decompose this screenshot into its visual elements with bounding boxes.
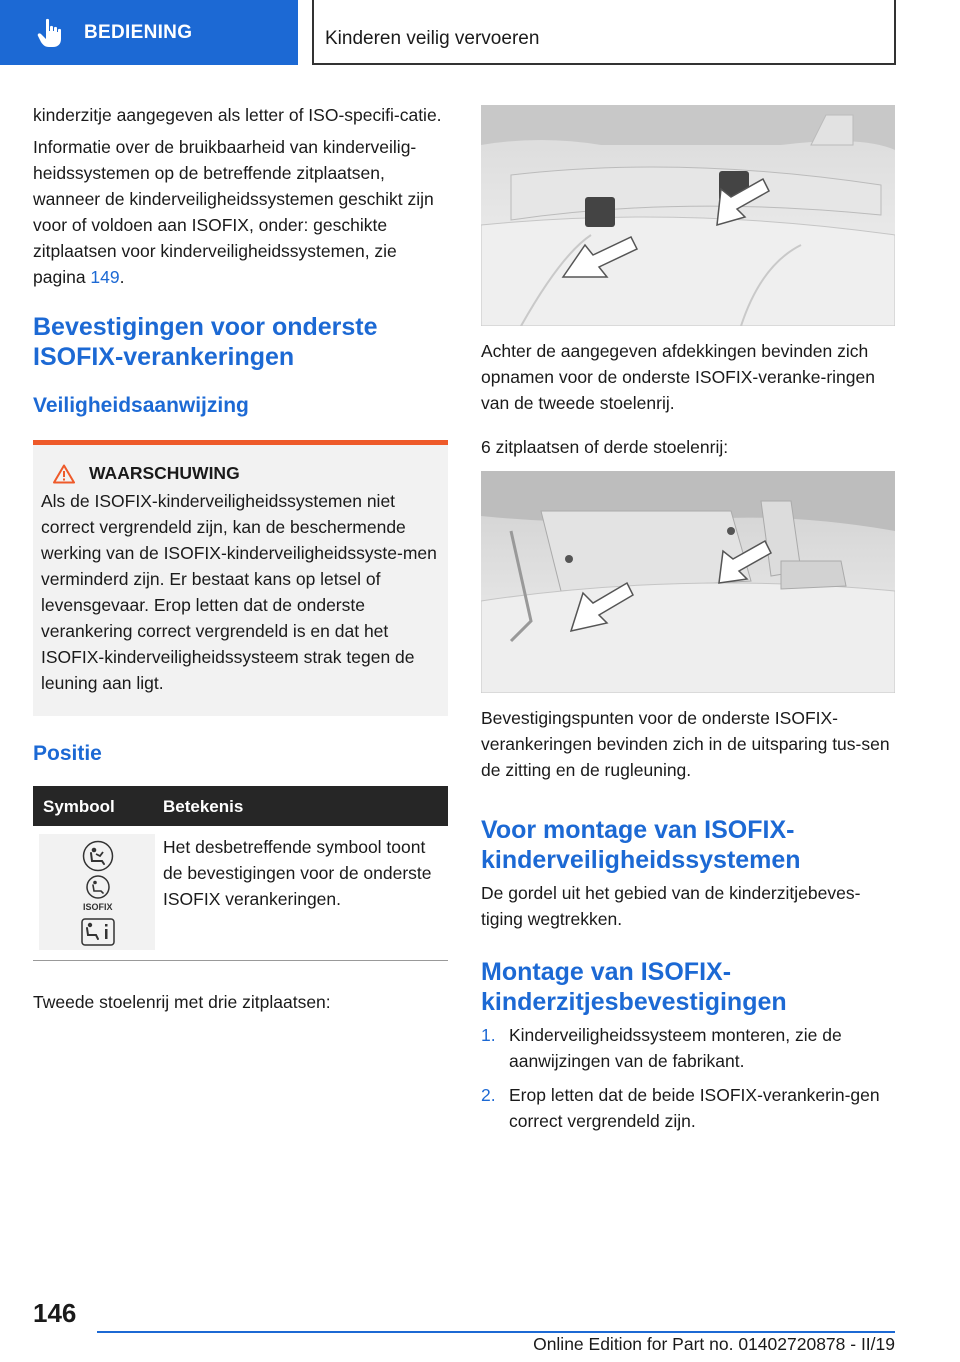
montage-steps (481, 1022, 896, 1142)
chapter-title: Kinderen veilig vervoeren (325, 28, 540, 49)
heading-bevestigingen: Bevestigingen voor onderste ISOFIX-verankeringen (33, 313, 378, 371)
column-header-symbol: Symbool (43, 797, 115, 816)
tweede-stoelenrij-text: Tweede stoelenrij met drie zitplaatsen: (33, 992, 331, 1012)
caption-third-row: Bevestigingspunten voor de onderste ISOFIX-verankeringen bevinden zich in de uitsparing tus-sen de zitting en de rugleuning. (481, 708, 890, 780)
symbol-table (33, 786, 448, 961)
warning-text: Als de ISOFIX-kinderveiligheidssystemen niet correct vergrendeld zijn, kan de beschermende werking van de ISOFIX-kinderveiligheidssyste-men verminderd zijn. Er bestaat kans op letsel of levensgevaar. Erop letten dat de onderste verankering correct vergrendeld is en dat het ISOFIX-kinderveiligheidssysteem strak tegen de leuning aan ligt. (41, 491, 437, 693)
hand-pointer-icon (30, 13, 70, 53)
symbol-cell (39, 834, 155, 950)
column-header-meaning: Betekenis (163, 797, 244, 816)
heading-positie: Positie (33, 742, 102, 765)
step-number: 1. (481, 1025, 496, 1045)
page-number: 146 (33, 1298, 77, 1328)
seat-photo-third-row (481, 471, 895, 693)
section-label: BEDIENING (84, 21, 193, 43)
heading-voor-montage: Voor montage van ISOFIX-kinderveiligheidssystemen (481, 816, 801, 874)
edition-text: Online Edition for Part no. 01402720878 - II/19 (533, 1334, 895, 1354)
table-row (33, 826, 448, 961)
heading-montage: Montage van ISOFIX-kinderzitjesbevestigingen (481, 958, 787, 1016)
warning-triangle-icon (53, 464, 75, 484)
step-number: 2. (481, 1085, 496, 1105)
step-text: Erop letten dat de beide ISOFIX-verankerin-gen correct vergrendeld zijn. (509, 1085, 880, 1131)
warning-title: WAARSCHUWING (89, 463, 240, 483)
child-seat-icon (82, 840, 114, 872)
gordel-text: De gordel uit het gebied van de kinderzitjebeves-tiging wegtrekken. (481, 883, 861, 929)
symbol-meaning: Het desbetreffende symbool toont de bevestigingen voor de onderste ISOFIX verankeringen. (163, 837, 432, 909)
intro-paragraph-2 (33, 134, 448, 290)
child-seat-info-icon (81, 918, 115, 946)
warning-header (41, 463, 438, 484)
left-column (33, 100, 448, 1015)
step-item (481, 1022, 896, 1074)
section-tab[interactable] (0, 0, 298, 65)
intro-paragraph-2-text: Informatie over de bruikbaarheid van kinderveilig-heidssystemen op de betreffende zitplaatsen, wanneer de kinderveiligheidssystemen geschikt zijn voor of voldoen aan ISOFIX, onder: geschikte zitplaatsen voor kinderveiligheidssystemen, zie pagina (33, 137, 434, 287)
caption-second-row: Achter de aangegeven afdekkingen bevinden zich opnamen voor de onderste ISOFIX-veranke-ringen van de tweede stoelenrij. (481, 341, 875, 413)
step-item (481, 1082, 896, 1134)
page-link[interactable]: 149 (90, 267, 120, 287)
symbol-table-header (33, 786, 448, 826)
intro-paragraph-1: kinderzitje aangegeven als letter of ISO-specifi-catie. (33, 105, 442, 125)
label-six-seats: 6 zitplaatsen of derde stoelenrij: (481, 437, 729, 457)
intro-paragraph-2-end: . (119, 267, 125, 287)
heading-veiligheidsaanwijzing: Veiligheidsaanwijzing (33, 394, 249, 417)
isofix-icon-label: ISOFIX (83, 902, 113, 912)
warning-box (33, 440, 448, 716)
seat-photo-second-row (481, 105, 895, 326)
footer-rule (97, 1331, 895, 1333)
step-text: Kinderveiligheidssysteem monteren, zie de aanwijzingen van de fabrikant. (509, 1025, 842, 1071)
